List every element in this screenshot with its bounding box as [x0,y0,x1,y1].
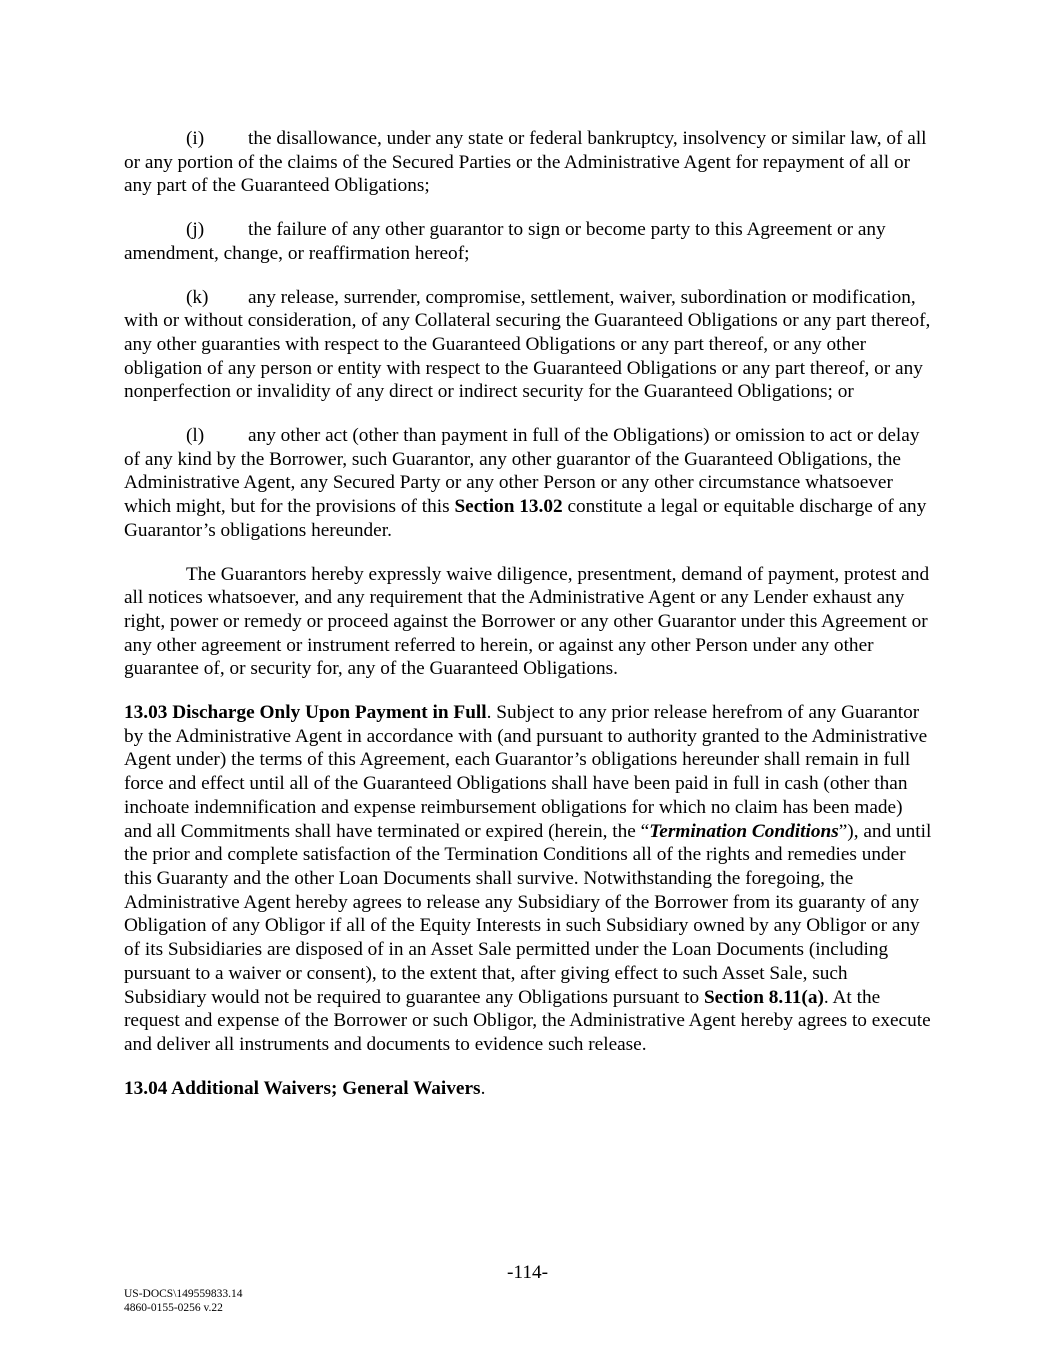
page-number: -114- [506,1262,549,1283]
clause-text: any release, surrender, compromise, settlement, waiver, subordination or modification, with or without consideration, of any Collateral securing the Guaranteed Obligations or any part thereof, any other guaranties with respect to the Guaranteed Obligations or any part thereof, or any other obligation of any person or entity with respect to the Guaranteed Obligations or any part thereof, or any nonperfection or invalidity of any direct or indirect security for the Guaranteed Obligations; or [124,286,931,403]
section-heading: Additional Waivers; General Waivers [171,1077,481,1099]
section-number: 13.03 [124,702,168,724]
footer-doc-id: US-DOCS\149559833.14 [124,1288,243,1300]
section-13-04 [124,1077,932,1101]
clause-j [124,218,932,265]
waiver-paragraph: The Guarantors hereby expressly waive diligence, presentment, demand of payment, protest and all notices whatsoever, and any requirement that the Administrative Agent or any Lender exhaust any right, power or remedy or proceed against the Borrower or any other Guarantor under this Agreement or any other agreement or instrument referred to herein, or against any other Person under any other guarantee of, or security for, any of the Guaranteed Obligations. [124,563,930,680]
clause-i [124,127,932,198]
footer-version: 4860-0155-0256 v.22 [124,1302,223,1314]
clause-text: the failure of any other guarantor to sign or become party to this Agreement or any amendment, change, or reaffirmation hereof; [124,219,886,264]
clause-label: (j) [186,219,205,241]
defined-term: Termination Conditions [649,820,839,842]
section-reference: Section 13.02 [454,496,563,518]
clause-text: the disallowance, under any state or federal bankruptcy, insolvency or similar law, of all or any portion of the claims of the Secured Parties or the Administrative Agent for repayment of all or any part of the Guaranteed Obligations; [124,128,927,197]
clause-label: (l) [186,425,205,447]
clause-label: (k) [186,286,209,308]
section-tail: . [480,1077,486,1099]
section-text: ”), and until the prior and complete satisfaction of the Termination Conditions all of the rights and remedies under this Guaranty and the other Loan Documents shall survive. Notwithstanding the foregoing, the Administrative Agent hereby agrees to release any Subsidiary of the Borrower from its guaranty of any Obligation of any Obligor if all of the Equity Interests in such Subsidiary owned by any Obligor or any of its Subsidiaries are disposed of in an Asset Sale permitted under the Loan Documents (including pursuant to a waiver or consent), to the extent that, after giving effect to such Asset Sale, such Subsidiary would not be required to guarantee any Obligations pursuant to [124,820,932,1008]
section-13-03 [124,701,932,1057]
clause-text: constitute a legal or equitable discharge of any Guarantor’s obligations hereunder. [124,496,927,541]
clause-text: any other act (other than payment in full of the Obligations) or omission to act or delay of any kind by the Borrower, such Guarantor, any other guarantor of the Guaranteed Obligations, the Administrative Agent, any Secured Party or any other Person or any other circumstance whatsoever which might, but for the provisions of this [124,425,920,518]
section-reference: Section 8.11(a) [703,986,824,1008]
section-heading: Discharge Only Upon Payment in Full [172,702,487,724]
section-text: . At the request and expense of the Borrower or such Obligor, the Administrative Agent hereby agrees to execute and deliver all instruments and documents to evidence such release. [124,986,931,1055]
section-text: . Subject to any prior release herefrom of any Guarantor by the Administrative Agent in accordance with (and pursuant to authority granted to the Administrative Agent under) the terms of this Agreement, each Guarantor’s obligations hereunder shall remain in full force and effect until all of the Guaranteed Obligations shall have been paid in full in cash (other than inchoate indemnification and expense reimbursement obligations for which no claim has been made) and all Commitments shall have terminated or expired (herein, the “ [124,702,928,842]
document-body [124,127,932,1120]
clause-label: (i) [186,128,205,149]
section-number: 13.04 [124,1077,168,1099]
clause-l [124,424,932,543]
document-footer [124,1287,243,1315]
clause-k [124,286,932,405]
